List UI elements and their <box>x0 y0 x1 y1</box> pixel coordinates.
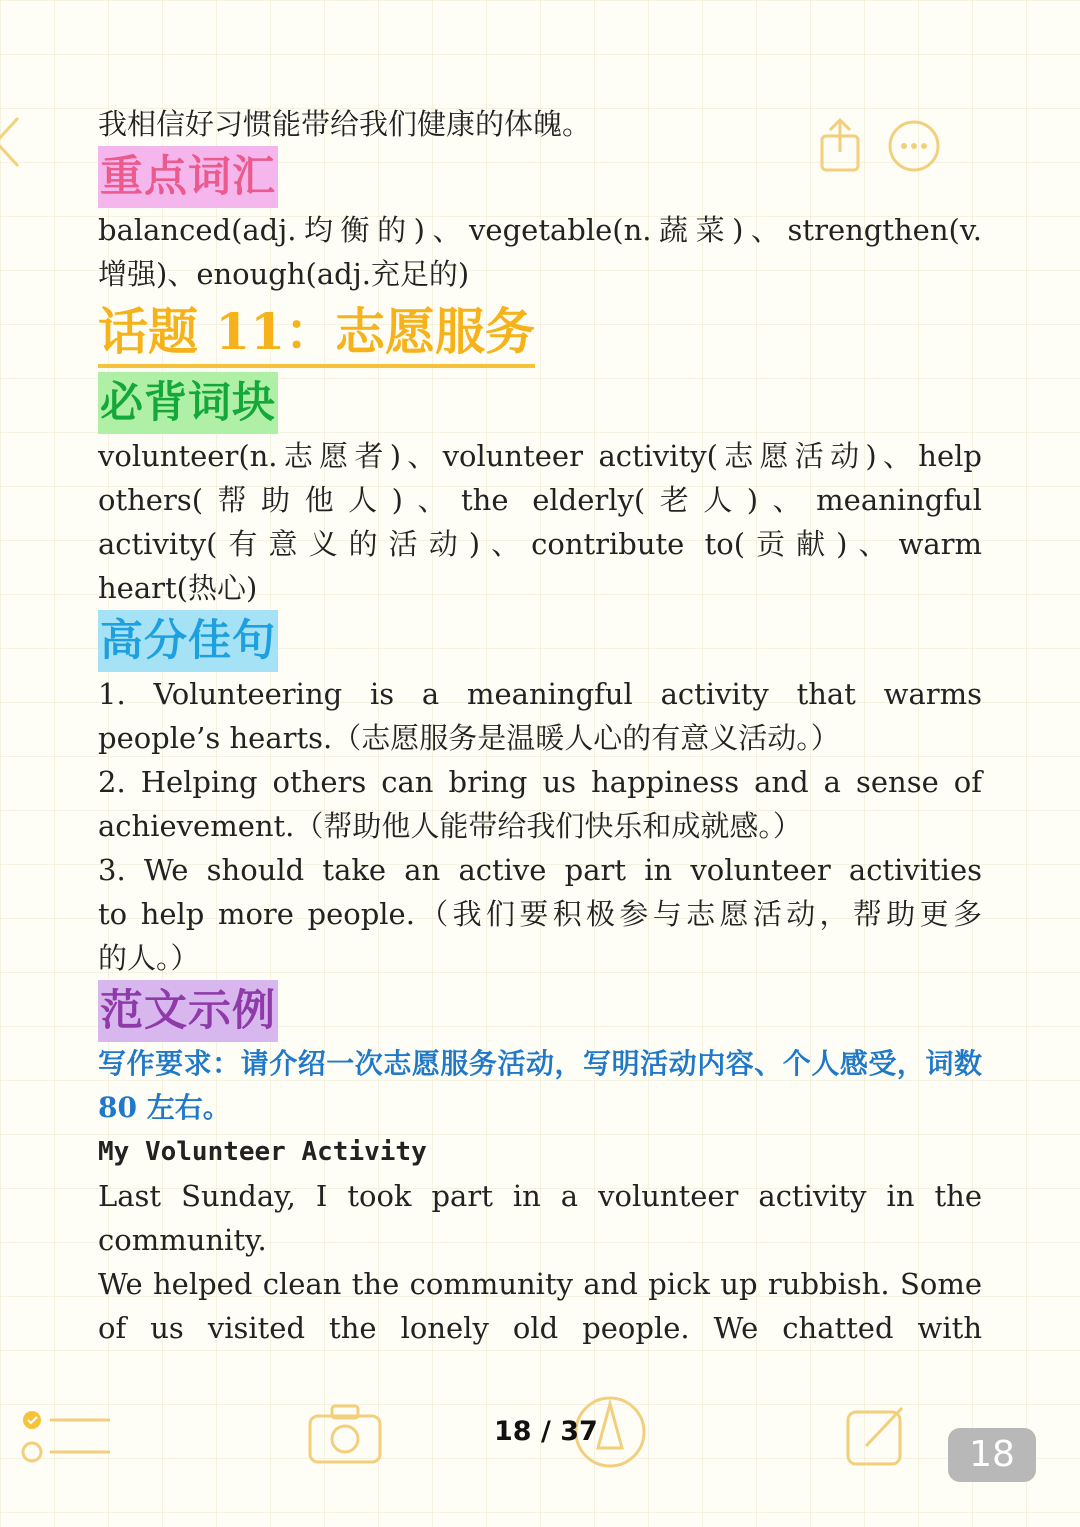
writing-requirement: 80 左右。 <box>98 1091 231 1124</box>
phrases-line: volunteer(n.志愿者)、volunteer activity(志愿活动)、help <box>98 439 982 473</box>
topic-title: 话题 11：志愿服务 <box>98 300 535 368</box>
essay-line: We helped clean the community and pick up rubbish. Some <box>98 1267 982 1301</box>
sentence-line: people’s hearts.（志愿服务是温暖人心的有意义活动。） <box>98 721 840 755</box>
sentences-heading: 高分佳句 <box>98 610 278 672</box>
camera-icon[interactable] <box>306 1402 384 1466</box>
essay-line: of us visited the lonely old people. We chatted with <box>98 1311 982 1345</box>
writing-requirement: 写作要求：请介绍一次志愿服务活动，写明活动内容、个人感受，词数 <box>98 1047 982 1080</box>
bottom-toolbar <box>0 1390 1080 1500</box>
vocab-line: balanced(adj.均衡的)、vegetable(n.蔬菜)、strengthen(v. <box>98 213 982 247</box>
essay-line: community. <box>98 1223 267 1257</box>
sentence-line: achievement.（帮助他人能带给我们快乐和成就感。） <box>98 809 802 843</box>
phrases-line: others(帮助他人)、the elderly(老人)、meaningful <box>98 483 982 517</box>
essay-line: Last Sunday, I took part in a volunteer activity in the <box>98 1179 982 1213</box>
sentence-line: 1. Volunteering is a meaningful activity that warms <box>98 677 982 711</box>
essay-title: My Volunteer Activity <box>98 1137 427 1167</box>
intro-sentence: 我相信好习惯能带给我们健康的体魄。 <box>98 107 592 141</box>
sentence-line: 2. Helping others can bring us happiness and a sense of <box>98 765 982 799</box>
vocab-heading: 重点词汇 <box>98 146 278 208</box>
vocab-line: 增强)、enough(adj.充足的) <box>98 257 470 291</box>
phrases-line: activity(有意义的活动)、contribute to(贡献)、warm <box>98 527 982 561</box>
page-counter: 18 / 37 <box>494 1416 598 1447</box>
example-heading: 范文示例 <box>98 980 278 1042</box>
sentence-line: 3. We should take an active part in volunteer activities <box>98 853 982 887</box>
sentence-line: to help more people.（我们要积极参与志愿活动，帮助更多 <box>98 897 982 931</box>
phrases-line: heart(热心) <box>98 571 258 605</box>
checklist-icon[interactable] <box>20 1406 116 1466</box>
back-chevron-icon[interactable] <box>0 112 28 172</box>
sentence-line: 的人。） <box>98 941 200 975</box>
compose-icon[interactable] <box>844 1402 910 1468</box>
top-toolbar <box>0 0 1080 60</box>
phrases-heading: 必背词块 <box>98 372 278 434</box>
page-number-badge: 18 <box>948 1428 1036 1482</box>
note-content <box>98 102 982 1350</box>
